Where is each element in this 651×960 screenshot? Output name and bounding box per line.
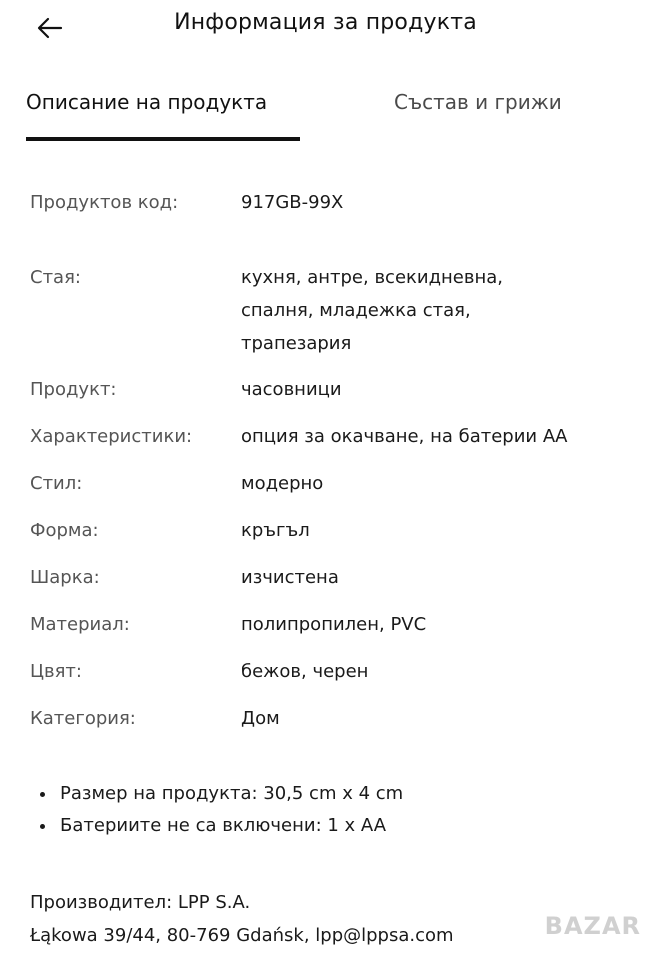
tab-bar [0, 84, 651, 144]
manufacturer-address: Łąkowa 39/44, 80-769 Gdańsk, lpp@lppsa.com [30, 925, 454, 946]
spec-value: опция за окачване, на батерии АА [241, 426, 568, 447]
spec-row [30, 467, 630, 500]
spec-value: трапезария [241, 333, 352, 354]
spec-label: Продуктов код: [30, 192, 179, 213]
spec-value: Дом [241, 708, 280, 729]
spec-row [30, 514, 630, 547]
tab-composition-care[interactable]: Състав и грижи [394, 90, 562, 114]
spec-row [30, 373, 630, 406]
watermark-logo: BAZAR [544, 912, 641, 940]
spec-label: Материал: [30, 614, 130, 635]
spec-row [30, 608, 630, 641]
spec-row [30, 186, 630, 219]
spec-value: бежов, черен [241, 661, 369, 682]
tab-product-description[interactable]: Описание на продукта [26, 90, 268, 114]
manufacturer-name: Производител: LPP S.A. [30, 892, 251, 913]
spec-label: Категория: [30, 708, 136, 729]
list-item: Батериите не са включени: 1 x AA [38, 810, 403, 842]
spec-list [30, 186, 630, 735]
spec-row [30, 294, 630, 327]
spec-value: 917GB-99X [241, 192, 344, 213]
spec-value: полипропилен, PVC [241, 614, 427, 635]
spec-row [30, 561, 630, 594]
spec-row [30, 420, 630, 453]
feature-bullets [38, 778, 403, 842]
spec-value: изчистена [241, 567, 339, 588]
list-item: Размер на продукта: 30,5 cm x 4 cm [38, 778, 403, 810]
spec-value: спалня, младежка стая, [241, 300, 471, 321]
spec-value: кухня, антре, всекидневна, [241, 267, 504, 288]
spec-row [30, 655, 630, 688]
spec-value: кръгъл [241, 520, 310, 541]
spec-row [30, 261, 630, 294]
spec-label: Форма: [30, 520, 99, 541]
active-tab-indicator [26, 137, 300, 141]
spec-value: часовници [241, 379, 342, 400]
spec-label: Продукт: [30, 379, 117, 400]
page-title: Информация за продукта [174, 10, 477, 35]
spec-row [30, 327, 630, 360]
header [0, 0, 651, 56]
spec-value: модерно [241, 473, 324, 494]
spec-row [30, 702, 630, 735]
spec-label: Стая: [30, 267, 81, 288]
spec-label: Стил: [30, 473, 83, 494]
spec-label: Характеристики: [30, 426, 193, 447]
spec-label: Цвят: [30, 661, 82, 682]
manufacturer-info [30, 886, 454, 952]
spec-label: Шарка: [30, 567, 100, 588]
